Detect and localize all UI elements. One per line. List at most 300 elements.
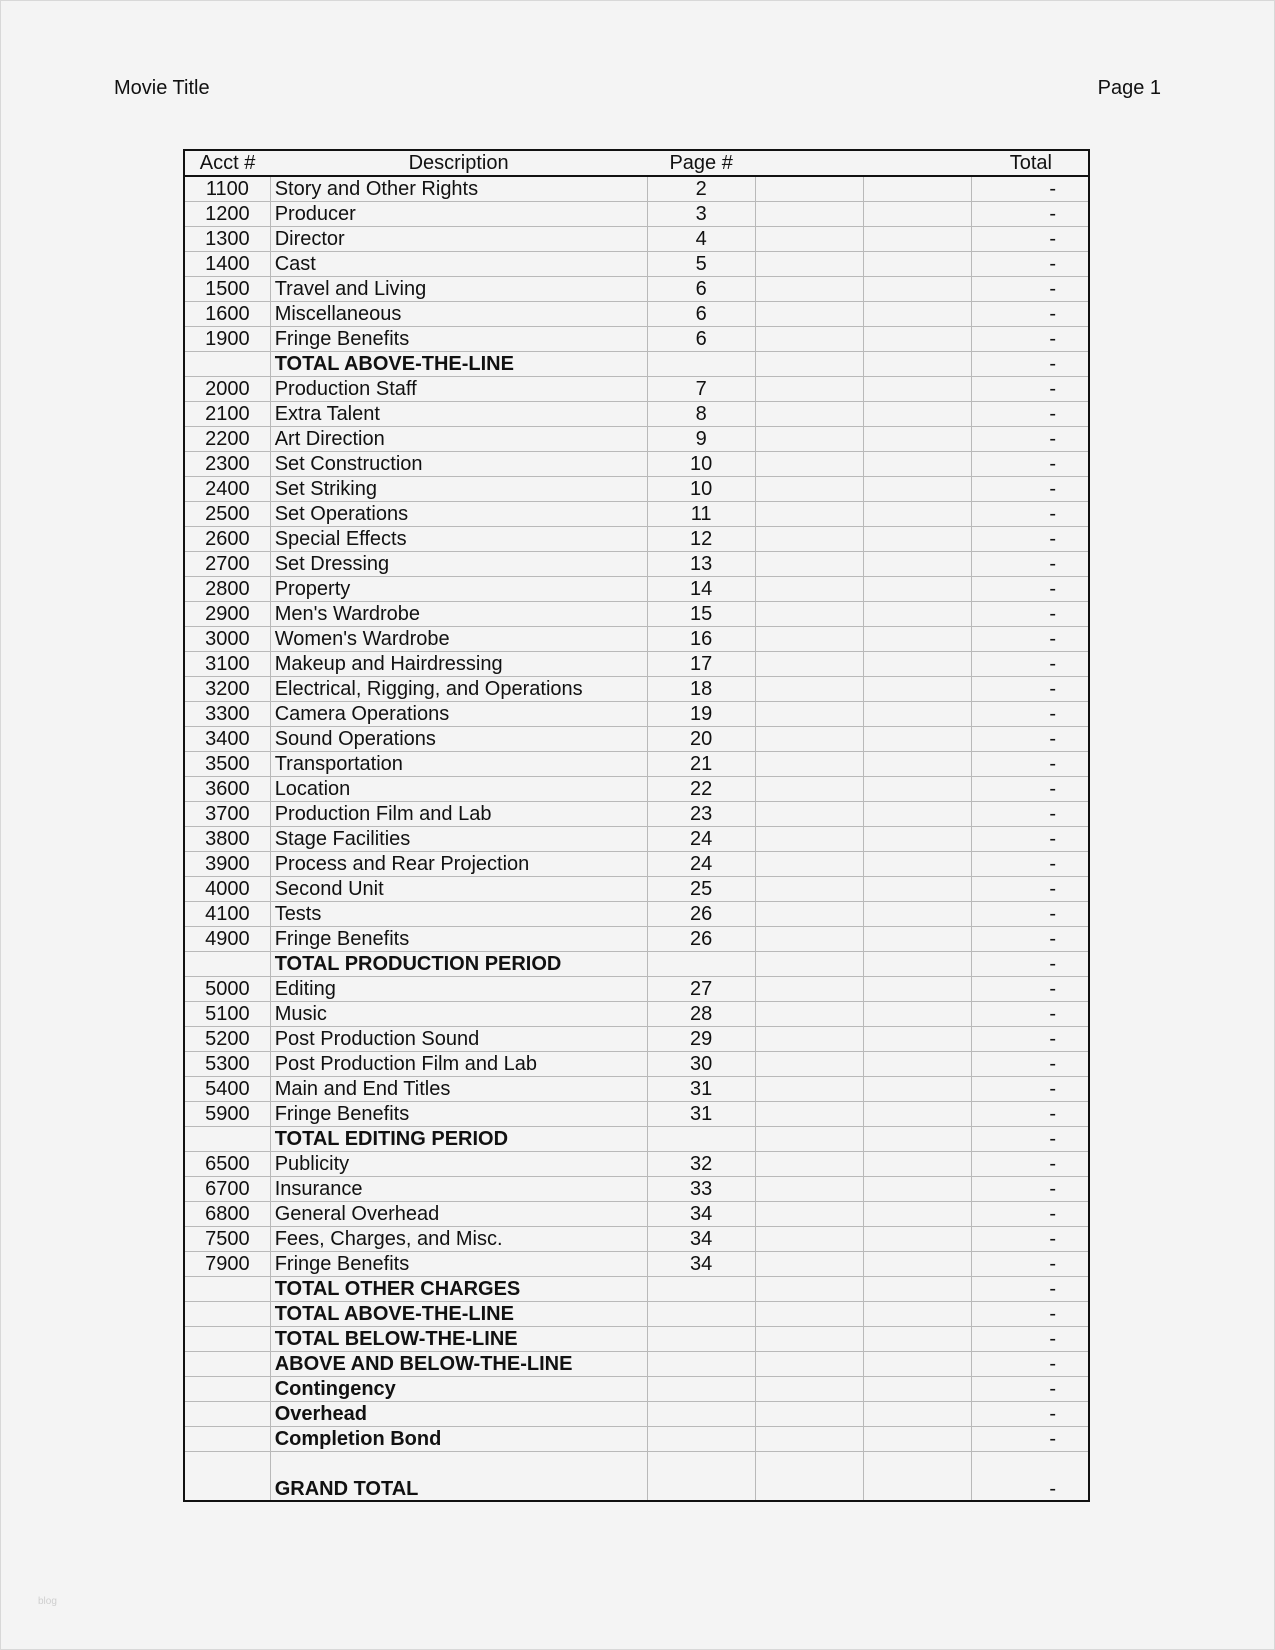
total-cell: - (972, 677, 1089, 702)
total-cell: - (972, 827, 1089, 852)
page-cell: 26 (647, 927, 755, 952)
total-cell: - (972, 1377, 1089, 1402)
table-row (184, 1352, 1089, 1377)
blank-cell (755, 477, 863, 502)
blank-cell (755, 1202, 863, 1227)
table-row (184, 827, 1089, 852)
description-cell: ABOVE AND BELOW-THE-LINE (270, 1352, 647, 1377)
acct-cell (184, 352, 270, 377)
blank-cell (863, 627, 971, 652)
table-row (184, 527, 1089, 552)
description-cell: Electrical, Rigging, and Operations (270, 677, 647, 702)
column-header-total: Total (972, 150, 1089, 176)
page-cell: 3 (647, 202, 755, 227)
table-row (184, 1102, 1089, 1127)
blank-cell (755, 1102, 863, 1127)
movie-title: Movie Title (114, 77, 210, 99)
description-cell: Second Unit (270, 877, 647, 902)
description-cell: Art Direction (270, 427, 647, 452)
blank-cell (755, 827, 863, 852)
blank-cell (863, 1252, 971, 1277)
page-cell: 24 (647, 852, 755, 877)
table-row (184, 227, 1089, 252)
acct-cell: 7900 (184, 1252, 270, 1277)
acct-cell (184, 1377, 270, 1402)
blank-cell (755, 277, 863, 302)
acct-cell: 4000 (184, 877, 270, 902)
total-cell: - (972, 777, 1089, 802)
table-row (184, 777, 1089, 802)
description-cell: Director (270, 227, 647, 252)
column-header-page: Page # (647, 150, 755, 176)
total-cell: - (972, 502, 1089, 527)
page-cell (647, 1352, 755, 1377)
table-row (184, 1027, 1089, 1052)
description-cell: Completion Bond (270, 1427, 647, 1452)
blank-cell (863, 277, 971, 302)
total-cell: - (972, 327, 1089, 352)
blank-cell (863, 652, 971, 677)
blank-cell (755, 377, 863, 402)
blank-cell (863, 877, 971, 902)
blank-cell (863, 1177, 971, 1202)
acct-cell (184, 1427, 270, 1452)
total-cell: - (972, 452, 1089, 477)
acct-cell: 1100 (184, 176, 270, 202)
blank-cell (755, 1327, 863, 1352)
blank-cell (755, 1077, 863, 1102)
blank-cell (755, 702, 863, 727)
total-cell: - (972, 927, 1089, 952)
page-cell: 20 (647, 727, 755, 752)
blank-cell (755, 802, 863, 827)
blank-cell (863, 777, 971, 802)
acct-cell: 2900 (184, 602, 270, 627)
acct-cell: 5000 (184, 977, 270, 1002)
blank-cell (755, 527, 863, 552)
blank-cell (863, 1102, 971, 1127)
table-row (184, 427, 1089, 452)
blank-cell (755, 1277, 863, 1302)
acct-cell: 3100 (184, 652, 270, 677)
page-cell (647, 1402, 755, 1427)
total-cell: - (972, 1202, 1089, 1227)
table-row (184, 752, 1089, 777)
page-cell: 5 (647, 252, 755, 277)
blank-cell (863, 502, 971, 527)
acct-cell: 3900 (184, 852, 270, 877)
acct-cell: 5900 (184, 1102, 270, 1127)
blank-cell (755, 927, 863, 952)
table-row (184, 1452, 1089, 1502)
blank-cell (755, 902, 863, 927)
table-row (184, 302, 1089, 327)
blank-cell (863, 176, 971, 202)
blank-cell (863, 677, 971, 702)
blank-cell (755, 1027, 863, 1052)
description-cell: Women's Wardrobe (270, 627, 647, 652)
page-cell: 4 (647, 227, 755, 252)
table-row (184, 927, 1089, 952)
blank-cell (863, 1052, 971, 1077)
page-cell: 10 (647, 477, 755, 502)
table-row (184, 502, 1089, 527)
total-cell: - (972, 252, 1089, 277)
page-cell: 32 (647, 1152, 755, 1177)
acct-cell: 5300 (184, 1052, 270, 1077)
total-cell: - (972, 1102, 1089, 1127)
table-row (184, 1002, 1089, 1027)
table-row (184, 852, 1089, 877)
description-cell: Stage Facilities (270, 827, 647, 852)
description-cell: Sound Operations (270, 727, 647, 752)
blank-cell (755, 777, 863, 802)
page-cell: 34 (647, 1227, 755, 1252)
blank-cell (863, 1152, 971, 1177)
table-row (184, 252, 1089, 277)
total-cell: - (1049, 1478, 1056, 1500)
blank-cell (755, 677, 863, 702)
column-header-acct: Acct # (184, 150, 270, 176)
total-cell: - (972, 1027, 1089, 1052)
page-cell: 31 (647, 1102, 755, 1127)
total-cell: - (972, 752, 1089, 777)
total-cell: - (972, 602, 1089, 627)
table-row (184, 1377, 1089, 1402)
page-number: Page 1 (1097, 77, 1161, 99)
table-row (184, 277, 1089, 302)
blank-cell (863, 252, 971, 277)
watermark: blog (38, 1596, 57, 1607)
total-cell: - (972, 477, 1089, 502)
acct-cell: 2300 (184, 452, 270, 477)
description-cell: Miscellaneous (270, 302, 647, 327)
column-header-blank-2 (863, 150, 971, 176)
blank-cell (863, 1127, 971, 1152)
total-cell: - (972, 176, 1089, 202)
blank-cell (863, 1202, 971, 1227)
total-cell: - (972, 802, 1089, 827)
blank-cell (863, 827, 971, 852)
total-cell: - (972, 577, 1089, 602)
blank-cell (863, 927, 971, 952)
description-cell: Fringe Benefits (270, 927, 647, 952)
description-cell: GRAND TOTAL (270, 1452, 647, 1502)
table-row (184, 202, 1089, 227)
page-cell: 8 (647, 402, 755, 427)
acct-cell (184, 952, 270, 977)
acct-cell: 2500 (184, 502, 270, 527)
description-cell: Set Operations (270, 502, 647, 527)
page-cell: 33 (647, 1177, 755, 1202)
acct-cell: 1900 (184, 327, 270, 352)
description-cell: Publicity (270, 1152, 647, 1177)
blank-cell (863, 902, 971, 927)
table-row (184, 1402, 1089, 1427)
acct-cell: 1500 (184, 277, 270, 302)
total-cell: - (972, 1327, 1089, 1352)
acct-cell: 4900 (184, 927, 270, 952)
blank-cell (755, 1002, 863, 1027)
acct-cell (184, 1302, 270, 1327)
blank-cell (755, 327, 863, 352)
table-row (184, 1202, 1089, 1227)
page-cell: 27 (647, 977, 755, 1002)
acct-cell: 3700 (184, 802, 270, 827)
page-cell: 6 (647, 327, 755, 352)
blank-cell (755, 427, 863, 452)
table-row (184, 627, 1089, 652)
blank-cell (755, 577, 863, 602)
table-row (184, 1252, 1089, 1277)
acct-cell: 3800 (184, 827, 270, 852)
description-cell: Travel and Living (270, 277, 647, 302)
table-row (184, 727, 1089, 752)
description-cell: TOTAL OTHER CHARGES (270, 1277, 647, 1302)
acct-cell (184, 1402, 270, 1427)
page-cell: 9 (647, 427, 755, 452)
description-cell: Overhead (270, 1402, 647, 1427)
description-cell: Property (270, 577, 647, 602)
description-cell: Main and End Titles (270, 1077, 647, 1102)
total-cell: - (972, 302, 1089, 327)
acct-cell: 2200 (184, 427, 270, 452)
page-cell: 21 (647, 752, 755, 777)
description-cell: Production Staff (270, 377, 647, 402)
total-cell: - (972, 202, 1089, 227)
page-cell (647, 352, 755, 377)
acct-cell: 1600 (184, 302, 270, 327)
blank-cell (755, 452, 863, 477)
table-row (184, 1277, 1089, 1302)
description-cell: Set Striking (270, 477, 647, 502)
description-cell: Fringe Benefits (270, 1102, 647, 1127)
description-cell: Fringe Benefits (270, 327, 647, 352)
blank-cell (863, 377, 971, 402)
total-cell: - (972, 702, 1089, 727)
table-row (184, 677, 1089, 702)
blank-cell (755, 877, 863, 902)
total-cell: - (972, 627, 1089, 652)
table-row (184, 652, 1089, 677)
page-cell (647, 1427, 755, 1452)
page-cell: 25 (647, 877, 755, 902)
blank-cell (755, 977, 863, 1002)
page-cell: 18 (647, 677, 755, 702)
blank-cell (755, 502, 863, 527)
blank-cell (863, 752, 971, 777)
acct-cell (184, 1127, 270, 1152)
budget-table (183, 149, 1090, 1502)
blank-cell (863, 977, 971, 1002)
page-cell: 30 (647, 1052, 755, 1077)
description-cell: Producer (270, 202, 647, 227)
table-row (184, 1052, 1089, 1077)
table-row (184, 1177, 1089, 1202)
description-cell: Tests (270, 902, 647, 927)
acct-cell: 1200 (184, 202, 270, 227)
total-cell: - (972, 227, 1089, 252)
page-cell: 31 (647, 1077, 755, 1102)
acct-cell: 2000 (184, 377, 270, 402)
blank-cell (863, 227, 971, 252)
acct-cell: 3600 (184, 777, 270, 802)
table-row (184, 602, 1089, 627)
blank-cell (863, 1302, 971, 1327)
blank-cell (755, 552, 863, 577)
table-row (184, 327, 1089, 352)
acct-cell: 6800 (184, 1202, 270, 1227)
total-cell: - (972, 852, 1089, 877)
page-cell: 16 (647, 627, 755, 652)
page-cell: 2 (647, 176, 755, 202)
blank-cell (863, 302, 971, 327)
blank-cell (863, 327, 971, 352)
total-cell: - (972, 727, 1089, 752)
blank-cell (755, 1152, 863, 1177)
blank-cell (755, 352, 863, 377)
table-row (184, 977, 1089, 1002)
page-cell: 6 (647, 277, 755, 302)
table-header-row (184, 150, 1089, 176)
blank-cell (863, 402, 971, 427)
blank-cell (863, 552, 971, 577)
blank-cell (755, 1427, 863, 1452)
total-cell: - (972, 877, 1089, 902)
page-cell: 17 (647, 652, 755, 677)
total-cell: - (972, 977, 1089, 1002)
blank-cell (863, 1452, 971, 1502)
page-cell: 10 (647, 452, 755, 477)
page-cell: 34 (647, 1202, 755, 1227)
page-cell: 28 (647, 1002, 755, 1027)
total-cell: - (972, 427, 1089, 452)
description-cell: Men's Wardrobe (270, 602, 647, 627)
description-cell: Location (270, 777, 647, 802)
table-row (184, 1152, 1089, 1177)
total-cell: - (972, 1077, 1089, 1102)
blank-cell (863, 1377, 971, 1402)
table-row (184, 477, 1089, 502)
total-cell: - (972, 1052, 1089, 1077)
table-row (184, 877, 1089, 902)
blank-cell (755, 727, 863, 752)
page-cell (647, 1452, 755, 1502)
blank-cell (863, 1002, 971, 1027)
column-header-blank-1 (755, 150, 863, 176)
description-cell: Fringe Benefits (270, 1252, 647, 1277)
acct-cell: 3200 (184, 677, 270, 702)
total-cell: - (972, 1252, 1089, 1277)
page-cell: 24 (647, 827, 755, 852)
page-cell (647, 1377, 755, 1402)
acct-cell: 2800 (184, 577, 270, 602)
blank-cell (863, 802, 971, 827)
total-cell: - (972, 1302, 1089, 1327)
acct-cell: 6700 (184, 1177, 270, 1202)
blank-cell (755, 952, 863, 977)
blank-cell (755, 627, 863, 652)
acct-cell: 5200 (184, 1027, 270, 1052)
total-cell: - (972, 1227, 1089, 1252)
acct-cell (184, 1352, 270, 1377)
blank-cell (755, 752, 863, 777)
acct-cell: 2700 (184, 552, 270, 577)
page-cell (647, 1327, 755, 1352)
description-cell: Fees, Charges, and Misc. (270, 1227, 647, 1252)
blank-cell (863, 1027, 971, 1052)
page-cell (647, 952, 755, 977)
total-cell: - (972, 1002, 1089, 1027)
table-row (184, 1302, 1089, 1327)
description-cell: Music (270, 1002, 647, 1027)
table-row (184, 1127, 1089, 1152)
total-cell: - (972, 1402, 1089, 1427)
description-cell: TOTAL ABOVE-THE-LINE (270, 1302, 647, 1327)
blank-cell (755, 1302, 863, 1327)
total-cell: - (972, 402, 1089, 427)
description-cell: Post Production Film and Lab (270, 1052, 647, 1077)
acct-cell: 3000 (184, 627, 270, 652)
blank-cell (863, 702, 971, 727)
page-cell: 14 (647, 577, 755, 602)
blank-cell (863, 1427, 971, 1452)
acct-cell: 3500 (184, 752, 270, 777)
total-cell: - (972, 952, 1089, 977)
acct-cell: 7500 (184, 1227, 270, 1252)
blank-cell (863, 577, 971, 602)
description-cell: TOTAL BELOW-THE-LINE (270, 1327, 647, 1352)
total-cell: - (972, 652, 1089, 677)
table-row (184, 1077, 1089, 1102)
table-row (184, 377, 1089, 402)
total-cell: - (972, 352, 1089, 377)
total-cell: - (972, 1177, 1089, 1202)
table-row (184, 802, 1089, 827)
description-cell: Production Film and Lab (270, 802, 647, 827)
description-cell: Contingency (270, 1377, 647, 1402)
blank-cell (863, 727, 971, 752)
blank-cell (755, 252, 863, 277)
table-row (184, 902, 1089, 927)
blank-cell (863, 352, 971, 377)
page-cell (647, 1302, 755, 1327)
total-cell: - (972, 377, 1089, 402)
table-row (184, 402, 1089, 427)
blank-cell (755, 1052, 863, 1077)
table-row (184, 1227, 1089, 1252)
acct-cell: 2600 (184, 527, 270, 552)
blank-cell (863, 1077, 971, 1102)
description-cell: Set Construction (270, 452, 647, 477)
page-cell: 7 (647, 377, 755, 402)
budget-table-body (184, 176, 1089, 1501)
description-cell: Camera Operations (270, 702, 647, 727)
page-cell (647, 1277, 755, 1302)
page-cell: 15 (647, 602, 755, 627)
blank-cell (863, 602, 971, 627)
blank-cell (863, 952, 971, 977)
blank-cell (863, 1352, 971, 1377)
acct-cell: 3400 (184, 727, 270, 752)
acct-cell (184, 1452, 270, 1502)
blank-cell (863, 452, 971, 477)
blank-cell (755, 652, 863, 677)
description-cell: TOTAL PRODUCTION PERIOD (270, 952, 647, 977)
blank-cell (755, 402, 863, 427)
blank-cell (755, 1252, 863, 1277)
table-row (184, 1327, 1089, 1352)
